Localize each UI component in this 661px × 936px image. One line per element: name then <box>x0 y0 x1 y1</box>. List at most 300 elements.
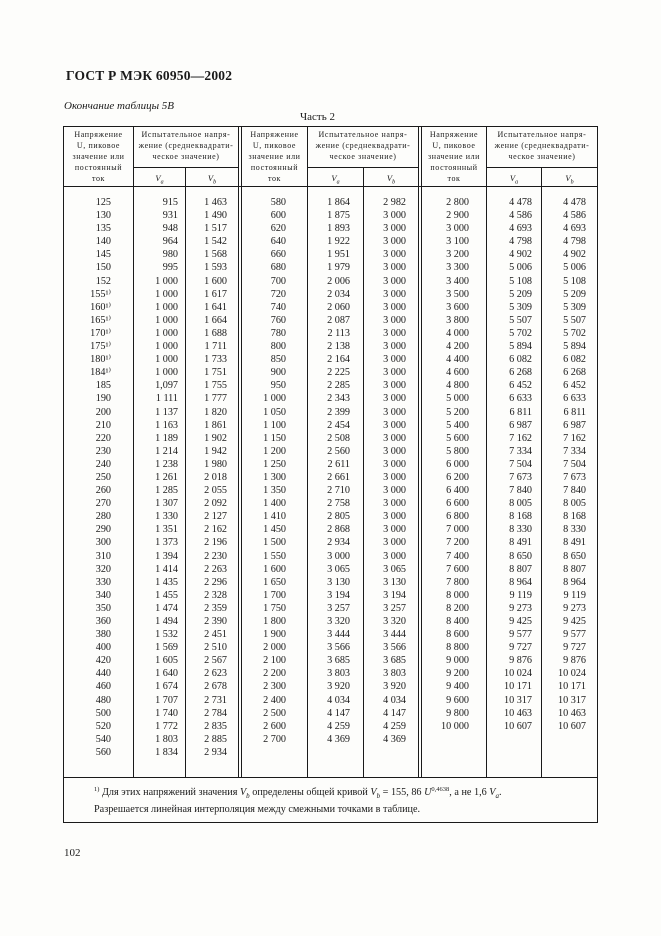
table-cell: 2 567 <box>204 655 227 667</box>
table-cell: 3 000 <box>383 550 406 562</box>
table-cell: 9 577 <box>509 629 532 641</box>
table-cell: 2 731 <box>204 694 227 706</box>
table-cell: 6 268 <box>509 367 532 379</box>
table-cell: 5 006 <box>509 262 532 274</box>
table-cell: 10 607 <box>503 720 532 732</box>
table-cell: 995 <box>162 262 178 274</box>
table-cell: 4 798 <box>563 236 586 248</box>
table-cell: 3 000 <box>383 406 406 418</box>
table-cell: 1 800 <box>263 616 286 627</box>
table-cell: 9 876 <box>509 655 532 667</box>
table-cell: 1 750 <box>263 602 286 614</box>
table-cell: 3 130 <box>383 576 406 588</box>
table-cell: 4 259 <box>383 720 406 732</box>
table-cell: 780 <box>270 327 286 339</box>
table-cell: 185 <box>95 380 111 392</box>
table-cell: 9 273 <box>563 602 586 614</box>
table-cell: 950 <box>270 380 286 392</box>
table-cell: 2 900 <box>446 210 469 222</box>
table-cell: 1 000 <box>155 288 178 300</box>
table-cell: 760 <box>270 314 286 326</box>
table-cell: 3 000 <box>383 537 406 549</box>
table-cell: 1 700 <box>263 589 286 601</box>
table-cell: 340 <box>95 589 111 601</box>
table-cell: 3 803 <box>327 668 350 680</box>
table-cell: 420 <box>95 655 111 667</box>
vb-column <box>364 196 406 746</box>
table-cell: 6 082 <box>509 354 532 366</box>
table-cell: 140 <box>95 236 111 248</box>
table-cell: 1 000 <box>155 341 178 353</box>
table-cell: 3 803 <box>383 668 406 680</box>
table-cell: 8 200 <box>446 602 469 614</box>
table-cell: 1 111 <box>155 393 178 405</box>
voltage-column <box>64 196 111 759</box>
table-cell: 6 987 <box>563 419 586 431</box>
table-cell: 1 740 <box>155 707 178 719</box>
table-cell: 6 600 <box>446 498 469 510</box>
table-cell: 2 092 <box>204 498 227 510</box>
table-cell: 3 000 <box>383 288 406 300</box>
table-cell: 1 900 <box>263 629 286 641</box>
table-cell: 8 168 <box>509 511 532 523</box>
va-header: $V_a$ <box>509 173 519 186</box>
table-cell: 7 000 <box>446 524 469 536</box>
voltage-header: Напряжение U, пиковое значение или постоянный ток <box>248 130 301 183</box>
table-cell: 2 230 <box>204 550 227 562</box>
table-cell: 5 894 <box>509 341 532 353</box>
table-cell: 150 <box>95 262 111 274</box>
table-cell: 3 685 <box>383 655 406 667</box>
table-cell: 2 611 <box>327 458 350 470</box>
table-cell: 1 000 <box>155 327 178 339</box>
table-cell: 600 <box>270 210 286 222</box>
table-cell: 3 000 <box>383 380 406 392</box>
table-cell: 5 108 <box>509 275 532 287</box>
table-cell: 2 164 <box>327 354 350 366</box>
vb-column <box>186 196 227 759</box>
table-cell: 2 800 <box>446 197 469 208</box>
table-cell: 540 <box>95 733 111 745</box>
table-cell: 3 000 <box>383 458 406 470</box>
footnote-line-1: $^{1)}$ Для этих напряжений значения $V_b$ определены общей кривой $V_b = 155$, 86 U$^{0,4638}$, а не 1,6 $V_a$. <box>94 786 502 801</box>
table-cell: 2 225 <box>327 367 350 379</box>
voltage-header: Напряжение U, пиковое значение или постоянный ток <box>427 130 481 183</box>
table-cell: 948 <box>162 223 178 235</box>
table-cell: 2 934 <box>327 537 350 549</box>
table-cell: 1 000 <box>263 393 286 405</box>
table-cell: 915 <box>162 197 178 208</box>
table-cell: 6 082 <box>563 354 586 366</box>
table-cell: 6 400 <box>446 485 469 497</box>
table-cell: 1 834 <box>155 746 178 758</box>
table-cell: 1 300 <box>263 471 286 483</box>
table-cell: 1 542 <box>204 236 227 248</box>
table-cell: 1 189 <box>155 432 178 444</box>
table-cell: 7 673 <box>563 471 586 483</box>
table-cell: 1 000 <box>155 354 178 366</box>
table-cell: 145 <box>95 249 111 261</box>
table-cell: 1 733 <box>204 354 227 366</box>
table-cell: 5 702 <box>563 327 586 339</box>
table-cell: 1 000 <box>155 275 178 287</box>
table-cell: 480 <box>95 694 111 706</box>
table-cell: 3 800 <box>446 314 469 326</box>
table-cell: 9 425 <box>563 616 586 627</box>
table-cell: 1 463 <box>204 197 227 208</box>
table-cell: 7 162 <box>563 432 586 444</box>
table-cell: 6 633 <box>563 393 586 405</box>
table-cell: 3 000 <box>383 275 406 287</box>
table-cell: 8 491 <box>509 537 532 549</box>
table-cell: 3 000 <box>383 262 406 274</box>
table-cell: 8 330 <box>563 524 586 536</box>
table-cell: 1 238 <box>155 458 178 470</box>
table-cell: 2 623 <box>204 668 227 680</box>
table-cell: 4 693 <box>509 223 532 235</box>
table-cell: 2 328 <box>204 589 227 601</box>
table-cell: 2 296 <box>204 576 227 588</box>
table-cell: 4 600 <box>446 367 469 379</box>
table-cell: 3 685 <box>327 655 350 667</box>
table-cell: 964 <box>162 236 178 248</box>
table-cell: 9 727 <box>509 642 532 654</box>
table-cell: 3 000 <box>383 223 406 235</box>
table-cell: 1 394 <box>155 550 178 562</box>
table-cell: 2 400 <box>263 694 286 706</box>
table-cell: 5 507 <box>563 314 586 326</box>
va-header: $V_a$ <box>331 173 340 186</box>
table-cell: 6 000 <box>446 458 469 470</box>
table-cell: 3 000 <box>383 314 406 326</box>
table-cell: 4 798 <box>509 236 532 248</box>
table-cell: 320 <box>95 563 111 575</box>
table-cell: 1,097 <box>155 380 178 392</box>
table-cell: 1 593 <box>204 262 227 274</box>
table-cell: 7 840 <box>563 485 586 497</box>
table-cell: 1 200 <box>263 445 286 457</box>
table-cell: 1 707 <box>155 694 178 706</box>
table-cell: 4 478 <box>509 197 532 208</box>
table-cell: 310 <box>95 550 111 562</box>
table-cell: 170¹⁾ <box>90 327 111 339</box>
table-cell: 8 807 <box>563 563 586 575</box>
table-cell: 3 000 <box>383 432 406 444</box>
table-cell: 5 000 <box>446 393 469 405</box>
table-cell: 135 <box>95 223 111 235</box>
table-cell: 360 <box>95 616 111 627</box>
table-cell: 931 <box>162 210 178 222</box>
table-cell: 3 000 <box>383 524 406 536</box>
table-cell: 1 490 <box>204 210 227 222</box>
table-cell: 4 200 <box>446 341 469 353</box>
table-cell: 2 399 <box>327 406 350 418</box>
table-cell: 3 320 <box>383 616 406 627</box>
table-cell: 2 451 <box>204 629 227 641</box>
part-title: Часть 2 <box>300 111 335 123</box>
table-cell: 8 964 <box>509 576 532 588</box>
table-cell: 2 508 <box>327 432 350 444</box>
table-cell: 6 200 <box>446 471 469 483</box>
table-cell: 3 194 <box>383 589 406 601</box>
vb-header: $V_b$ <box>207 173 217 186</box>
table-cell: 4 902 <box>563 249 586 261</box>
table-cell: 2 138 <box>327 341 350 353</box>
table-cell: 400 <box>95 642 111 654</box>
table-cell: 2 885 <box>204 733 227 745</box>
table-cell: 8 330 <box>509 524 532 536</box>
table-cell: 3 000 <box>383 393 406 405</box>
table-cell: 580 <box>270 197 286 208</box>
table-cell: 660 <box>270 249 286 261</box>
table-cell: 1 951 <box>327 249 350 261</box>
table-cell: 1 777 <box>204 393 227 405</box>
table-cell: 5 507 <box>509 314 532 326</box>
table-cell: 460 <box>95 681 111 693</box>
table-cell: 1 410 <box>263 511 286 523</box>
table-cell: 8 600 <box>446 629 469 641</box>
table-cell: 900 <box>270 367 286 379</box>
table-cell: 2 784 <box>204 707 227 719</box>
table-cell: 9 200 <box>446 668 469 680</box>
table-cell: 500 <box>95 707 111 719</box>
table-cell: 4 478 <box>563 197 586 208</box>
table-cell: 3 000 <box>383 485 406 497</box>
table-cell: 1 330 <box>155 511 178 523</box>
table-cell: 1 803 <box>155 733 178 745</box>
table-cell: 155¹⁾ <box>90 288 111 300</box>
table-cell: 1 450 <box>263 524 286 536</box>
table-cell: 6 633 <box>509 393 532 405</box>
table-cell: 8 964 <box>563 576 586 588</box>
table-cell: 2 868 <box>327 524 350 536</box>
table-cell: 1 942 <box>204 445 227 457</box>
table-cell: 220 <box>95 432 111 444</box>
table-cell: 10 000 <box>440 720 469 732</box>
table-cell: 1 893 <box>327 223 350 235</box>
table-cell: 3 500 <box>446 288 469 300</box>
table-cell: 3 000 <box>383 327 406 339</box>
table-cell: 980 <box>162 249 178 261</box>
table-cell: 2 700 <box>263 733 286 745</box>
table-cell: 1 000 <box>155 314 178 326</box>
table-cell: 680 <box>270 262 286 274</box>
table-cell: 1 751 <box>204 367 227 379</box>
table-cell: 270 <box>95 498 111 510</box>
voltage-header: Напряжение U, пиковое значение или постоянный ток <box>72 130 125 183</box>
table-cell: 1 307 <box>155 498 178 510</box>
table-cell: 4 147 <box>327 707 350 719</box>
table-cell: 3 000 <box>383 249 406 261</box>
group-divider <box>418 127 419 777</box>
va-header: $V_a$ <box>155 173 164 186</box>
table-cell: 4 369 <box>327 733 350 745</box>
table-cell: 3 444 <box>327 629 350 641</box>
table-cell: 180¹⁾ <box>90 354 111 366</box>
table-cell: 9 119 <box>509 589 532 601</box>
table-cell: 1 568 <box>204 249 227 261</box>
table-cell: 8 005 <box>563 498 586 510</box>
table-cell: 10 024 <box>503 668 532 680</box>
table-cell: 3 600 <box>446 301 469 313</box>
table-cell: 3 065 <box>327 563 350 575</box>
table-cell: 300 <box>95 537 111 549</box>
table-cell: 1 373 <box>155 537 178 549</box>
table-cell: 7 334 <box>563 445 586 457</box>
table-cell: 2 454 <box>327 419 350 431</box>
table-cell: 7 200 <box>446 537 469 549</box>
footnote <box>63 777 598 823</box>
table-cell: 1 600 <box>204 275 227 287</box>
table-cell: 7 840 <box>509 485 532 497</box>
table-cell: 3 257 <box>383 602 406 614</box>
table-cell: 8 800 <box>446 642 469 654</box>
table-cell: 2 006 <box>327 275 350 287</box>
table-cell: 4 693 <box>563 223 586 235</box>
voltage-column <box>242 196 286 746</box>
table-cell: 2 560 <box>327 445 350 457</box>
table-cell: 4 259 <box>327 720 350 732</box>
table-cell: 9 800 <box>446 707 469 719</box>
table-cell: 1 400 <box>263 498 286 510</box>
table-cell: 4 034 <box>327 694 350 706</box>
table-cell: 7 334 <box>509 445 532 457</box>
table-cell: 9 119 <box>563 589 586 601</box>
table-cell: 1 922 <box>327 236 350 248</box>
va-column <box>134 196 178 759</box>
table-cell: 2 263 <box>204 563 227 575</box>
table-cell: 5 400 <box>446 419 469 431</box>
table-cell: 6 811 <box>563 406 586 418</box>
table-cell: 2 359 <box>204 602 227 614</box>
table-cell: 1 640 <box>155 668 178 680</box>
table-cell: 280 <box>95 511 111 523</box>
table-cell: 1 050 <box>263 406 286 418</box>
table-cell: 3 000 <box>383 498 406 510</box>
table-cell: 7 504 <box>509 458 532 470</box>
table-cell: 125 <box>95 197 111 208</box>
document-header: ГОСТ Р МЭК 60950—2002 <box>66 68 233 83</box>
table-cell: 2 805 <box>327 511 350 523</box>
table-cell: 2 600 <box>263 720 286 732</box>
table-cell: 2 196 <box>204 537 227 549</box>
table-cell: 7 673 <box>509 471 532 483</box>
table-cell: 6 987 <box>509 419 532 431</box>
table-cell: 520 <box>95 720 111 732</box>
table-cell: 1 600 <box>263 563 286 575</box>
table-cell: 1 674 <box>155 681 178 693</box>
table-cell: 350 <box>95 602 111 614</box>
voltage-table <box>63 126 598 778</box>
table-cell: 6 800 <box>446 511 469 523</box>
table-cell: 1 137 <box>155 406 178 418</box>
table-cell: 3 000 <box>383 419 406 431</box>
table-cell: 3 000 <box>383 341 406 353</box>
table-cell: 6 452 <box>509 380 532 392</box>
table-cell: 3 920 <box>383 681 406 693</box>
table-cell: 1 550 <box>263 550 286 562</box>
table-cell: 8 168 <box>563 511 586 523</box>
table-cell: 1 864 <box>327 197 350 208</box>
table-cell: 160¹⁾ <box>90 301 111 313</box>
table-cell: 2 710 <box>327 485 350 497</box>
table-cell: 1 214 <box>155 445 178 457</box>
table-cell: 7 400 <box>446 550 469 562</box>
table-cell: 620 <box>270 223 286 235</box>
table-cell: 1 435 <box>155 576 178 588</box>
table-cell: 230 <box>95 445 111 457</box>
table-cell: 184¹⁾ <box>90 367 111 379</box>
table-cell: 10 317 <box>557 694 586 706</box>
table-cell: 7 600 <box>446 563 469 575</box>
table-cell: 130 <box>95 210 111 222</box>
table-cell: 1 650 <box>263 576 286 588</box>
table-cell: 1 902 <box>204 432 227 444</box>
table-cell: 9 600 <box>446 694 469 706</box>
table-cell: 720 <box>270 288 286 300</box>
table-cell: 3 000 <box>383 471 406 483</box>
table-cell: 2 934 <box>204 746 227 758</box>
table-cell: 1 711 <box>204 341 227 353</box>
table-cell: 1 474 <box>155 602 178 614</box>
table-cell: 1 875 <box>327 210 350 222</box>
table-cell: 3 065 <box>383 563 406 575</box>
table-cell: 4 400 <box>446 354 469 366</box>
table-cell: 8 650 <box>509 550 532 562</box>
table-cell: 2 113 <box>327 327 350 339</box>
table-cell: 2 678 <box>204 681 227 693</box>
table-cell: 7 504 <box>563 458 586 470</box>
table-cell: 175¹⁾ <box>90 341 111 353</box>
table-cell: 2 162 <box>204 524 227 536</box>
table-cell: 1 532 <box>155 629 178 641</box>
table-cell: 10 171 <box>503 681 532 693</box>
table-cell: 10 463 <box>557 707 586 719</box>
table-cell: 440 <box>95 668 111 680</box>
table-cell: 2 758 <box>327 498 350 510</box>
table-cell: 2 087 <box>327 314 350 326</box>
table-cell: 165¹⁾ <box>90 314 111 326</box>
table-cell: 4 000 <box>446 327 469 339</box>
table-cell: 1 351 <box>155 524 178 536</box>
table-cell: 7 800 <box>446 576 469 588</box>
table-cell: 210 <box>95 419 111 431</box>
table-cell: 240 <box>95 458 111 470</box>
table-cell: 1 772 <box>155 720 178 732</box>
table-cell: 3 130 <box>327 576 350 588</box>
test-voltage-header: Испытательное напря- жение (среднеквадрати- ческое значение) <box>138 130 234 161</box>
vb-header: $V_b$ <box>386 173 396 186</box>
footnote-line-2: Разрешается линейная интерполяция между смежными точками в таблице. <box>94 804 421 816</box>
table-cell: 1 250 <box>263 458 286 470</box>
test-voltage-header: Испытательное напря- жение (среднеквадрати- ческое значение) <box>315 130 411 161</box>
table-cell: 3 000 <box>383 236 406 248</box>
table-cell: 1 494 <box>155 616 178 627</box>
table-cell: 1 455 <box>155 589 178 601</box>
table-cell: 4 034 <box>383 694 406 706</box>
table-cell: 4 586 <box>563 210 586 222</box>
table-cell: 8 491 <box>563 537 586 549</box>
table-cell: 2 100 <box>263 655 286 667</box>
table-cell: 3 000 <box>383 301 406 313</box>
table-cell: 700 <box>270 275 286 287</box>
table-cell: 3 100 <box>446 236 469 248</box>
table-caption: Окончание таблицы 5В <box>64 100 175 112</box>
table-cell: 260 <box>95 485 111 497</box>
table-cell: 3 566 <box>327 642 350 654</box>
table-cell: 1 980 <box>204 458 227 470</box>
table-cell: 1 285 <box>155 485 178 497</box>
